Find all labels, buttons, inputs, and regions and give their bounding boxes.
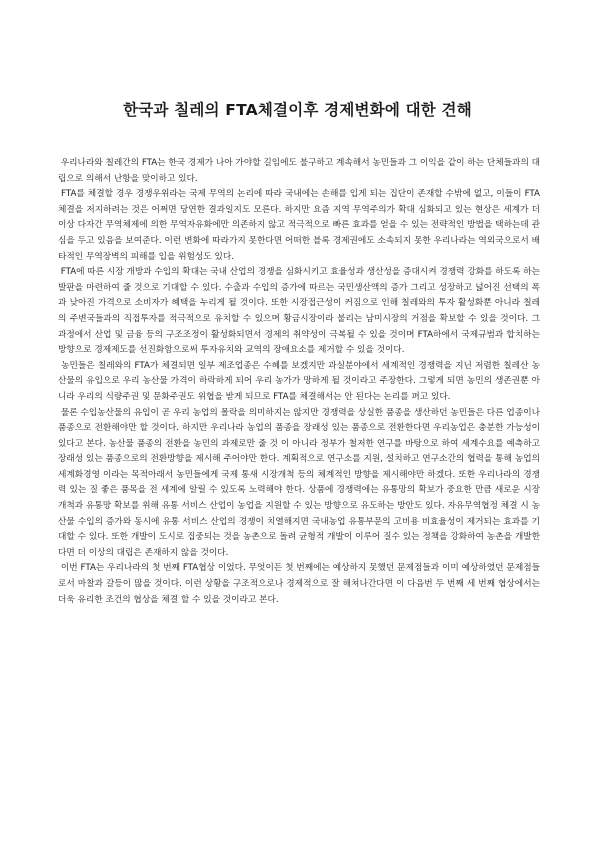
paragraph: FTA를 체결할 경우 경쟁우위라는 국제 무역의 논리에 따라 국내에는 손해를 입게 되는 집단이 존재할 수밖에 없고, 이들이 FTA체결을 저지하려는 것은 어쩌면 당연한 결과일지도 모른다. 하지만 요즘 지역 무역주의가 확대 심화되고 있는 현상은 세계가 더 이상 다자간 무역체제에 의한 무역자유화에만 의존하지 않고 적극적으로 빠른 효과를 얻을 수 있는 전략적인 방법을 택하는데 관심을 두고 있음을 보여준다. 이런 변화에 따라가지 못한다면 어떠한 블록 경제권에도 소속되지 못한 우리나라는 역외국으로서 배타적인 무역장벽의 피해를 입을 위험성도 있다. [58, 189, 540, 262]
document-title: 한국과 칠레의 FTA체결이후 경제변화에 대한 견해 [123, 101, 472, 119]
paragraph: 우리나라와 칠레간의 FTA는 한국 경제가 나아 가야할 길임에도 불구하고 계속해서 농민들과 그 이익을 같이 하는 단체들과의 대립으로 의해서 난항을 맞이하고 있다. [58, 158, 540, 184]
paragraph: FTA에 따른 시장 개방과 수입의 확대는 국내 산업의 경쟁을 심화시키고 효율성과 생산성을 증대시켜 경쟁력 강화를 하도록 하는 발판을 마련하여 줄 것으로 기대할 수 있다. 수출과 수입의 증가에 따르는 국민생산액의 증가 그리고 성장하고 넓어진 선택의 폭과 낮아진 가격으로 소비자가 혜택을 누리게 될 것이다. 또한 시장접근성이 커짐으로 인해 칠레와의 투자 활성화뿐 아니라 칠레의 주변국들과의 직접투자를 적극적으로 유치할 수 있으며 황금시장이라 불리는 남미시장의 거점을 확보할 수 있을 것이다. 그 과정에서 산업 및 금융 등의 구조조정이 활성화되면서 경제의 취약성이 극복될 수 있을 것이며 FTA하에서 국제규범과 합치하는 방향으로 경제제도를 선진화함으로써 투자유치와 교역의 장애요소를 제거할 수 있을 것이다. [58, 267, 540, 356]
paragraph: 물론 수입농산물의 유입이 곧 우리 농업의 몰락을 의미하지는 않지만 경쟁력을 상실한 품종을 생산하던 농민들은 다른 업종이나 품종으로 전환해야만 할 것이다. 하지만 우리나라 농업의 품종을 장래성 있는 품종으로 전환한다면 우리농업은 충분한 가능성이 있다고 본다. 농산물 품종의 전환을 농민의 과제로만 줄 것 이 아니라 정부가 철저한 연구를 바탕으로 하여 세계수요를 예측하고 장래성 있는 품종으로의 전환방향을 제시해 주어야만 한다. 계획적으로 연구소를 지원, 설치하고 연구소간의 협력을 통해 농업의 세계화경영 이라는 목적아래서 농민들에게 국제 통새 시장개척 등의 체계적인 방향을 제시해야만 하겠다. 또한 우리나라의 경쟁력 있는 질 좋은 품목을 전 세계에 알릴 수 있도록 노력해야 한다. 상품에 경쟁력에는 유통망의 확보가 중요한 만큼 새로운 시장 개척과 유통망 확보를 위해 유통 서비스 산업이 농업을 지원할 수 있는 방향으로 유도하는 방안도 있다. 자유무역협정 체결 시 농산물 수입의 증가와 동시에 유통 서비스 산업의 경쟁이 치열해지면 국내농업 유통부문의 고비용 비효율성이 제거되는 효과를 기대할 수 있다. 또한 개발이 도시로 집중되는 것을 농촌으로 돌려 균형적 개발이 이루어 질수 있는 정책을 강화하여 농촌을 개발한다면 더 이상의 대립은 존재하지 않을 것이다. [58, 407, 540, 558]
document-body [58, 156, 540, 608]
paragraph: 농민들은 칠레와의 FTA가 체결되면 일부 제조업종은 수혜를 보겠지만 과실분야에서 세계적인 경쟁력을 지닌 저렴한 칠레산 농산물의 유입으로 우리 농산물 가격이 하락하게 되어 우리 농가가 망하게 될 것이라고 주장한다. 그렇게 되면 농민의 생존권뿐 아니라 우리의 식량주권 및 문화주권도 위협을 받게 되므로 FTA를 체결해서는 안 된다는 논리를 펴고 있다. [58, 360, 540, 402]
paragraph: 이번 FTA는 우리나라의 첫 번째 FTA협상 이었다. 무엇이든 첫 번째에는 예상하지 못했던 문제점들과 이미 예상하였던 문제점들로서 마찰과 갈등이 많을 것이다. 이런 상황을 구조적으로나 경제적으로 잘 해쳐나간다면 이 다음번 두 번째 세 번째 협상에서는 더욱 유리한 조건의 협상을 체결 할 수 있을 것이라고 본다. [58, 563, 540, 605]
